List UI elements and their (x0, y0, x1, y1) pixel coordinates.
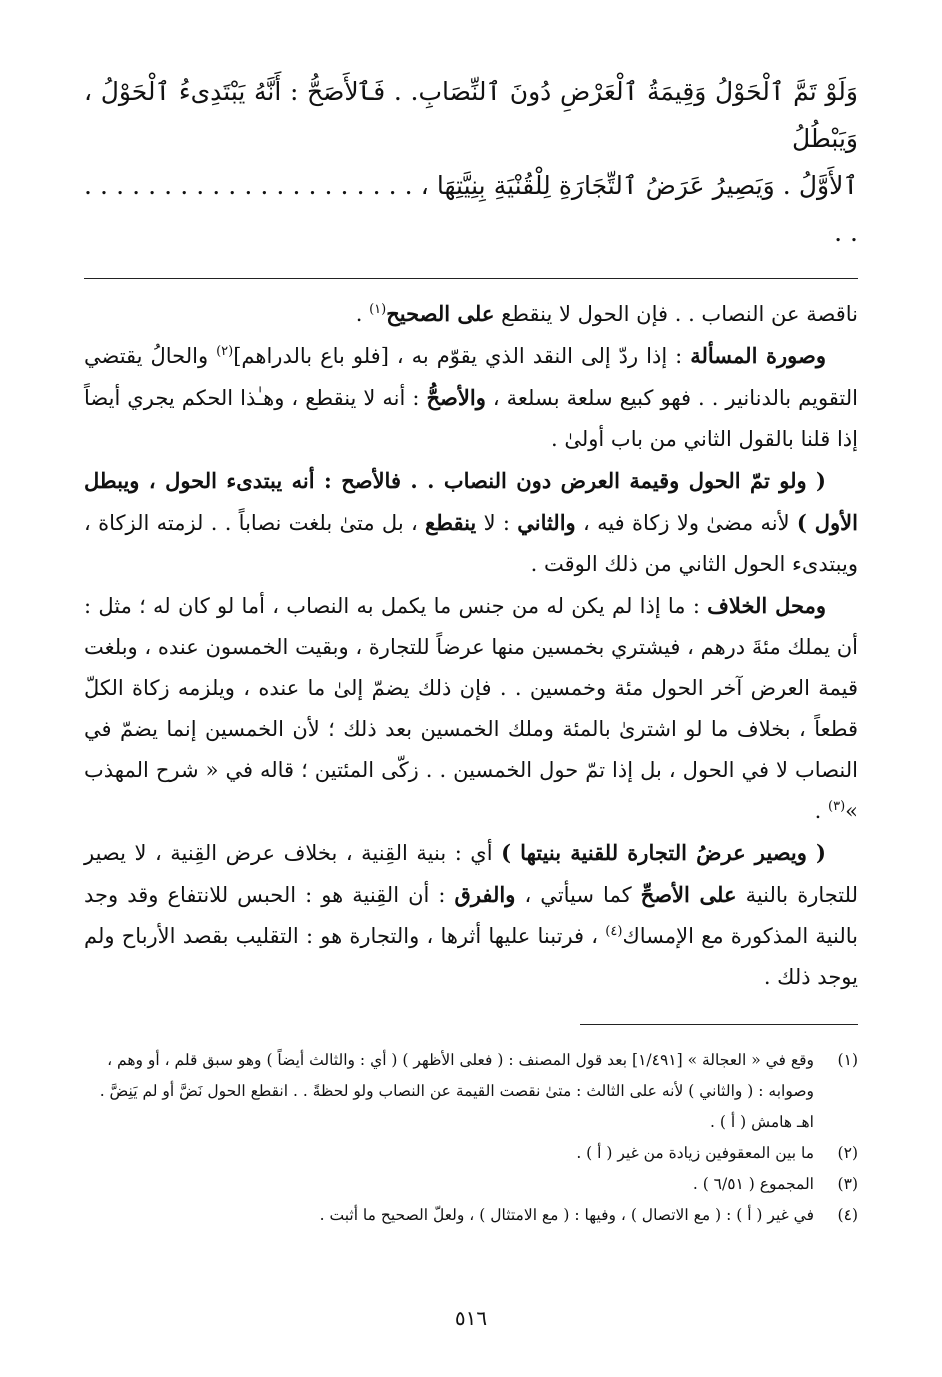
footnote-ref-2[interactable]: (٢) (216, 344, 234, 359)
text-run: : إذا ردّ إلى النقد الذي يقوّم به ، [فلو باع بالدراهم] (233, 344, 691, 368)
footnote-ref-1[interactable]: (١) (369, 302, 387, 317)
matn-separator-rule (84, 278, 858, 279)
footnote-text: في غير ( أ ) : ( مع الاتصال ) ، وفيها : ( مع الامتثال ) ، ولعلّ الصحيح ما أثبت . (319, 1206, 814, 1224)
footnote-1 (84, 1045, 858, 1138)
matn-line-2-text: ٱلأَوَّلُ . وَيَصِيرُ عَرَضُ ٱلتِّجَارَةِ لِلْقُنْيَةِ بِنِيَّتِهَا ، (420, 171, 858, 200)
text-run: : أن القِنية هو : الحبس للانتفاع وقد وجد بالنية المذكورة مع الإمساك (84, 883, 858, 948)
sharh-paragraph-4 (84, 585, 858, 832)
bold-run: والفرق (454, 882, 516, 907)
sharh-paragraph-1 (84, 293, 858, 335)
text-run: : أنه لا ينقطع ، وهـٰذا الحكم يجري أيضاً إذا قلنا بالقول الثاني من باب أولىٰ . (84, 386, 858, 451)
footnote-2 (84, 1138, 858, 1169)
bold-run: وصورة المسألة (690, 343, 826, 368)
page-number: ٥١٦ (454, 1306, 488, 1330)
quoted-matn-run: ( ويصير عرضُ التجارة للقنية بنيتها ) (501, 840, 826, 865)
bold-run: والثاني (517, 510, 576, 535)
matn-text (84, 68, 858, 256)
footnote-number: (٤) (837, 1206, 858, 1224)
footnote-text: المجموع ( ٦/٥١ ) . (692, 1175, 814, 1193)
text-run: لأنه مضىٰ ولا زكاة فيه ، (575, 511, 797, 535)
footnote-separator-rule (580, 1024, 858, 1025)
text-run: . (355, 302, 370, 326)
text-run: ناقصة عن النصاب . . فإن الحول لا ينقطع (494, 302, 858, 326)
footnotes (84, 1045, 858, 1231)
matn-dots: . . . . . . . . . . . . . . . . . . . . . . . (84, 171, 858, 247)
footnote-ref-4[interactable]: (٤) (605, 924, 623, 939)
bold-run: على الصحيح (386, 301, 495, 326)
footnote-4 (84, 1200, 858, 1231)
text-run: والحالُ يقتضي التقويم بالدنانير . . فهو كبيع سلعة بسلعة ، (84, 344, 858, 410)
sharh-paragraph-2 (84, 335, 858, 460)
bold-run: ينقطع (425, 510, 477, 535)
sharh-paragraph-3 (84, 460, 858, 585)
footnote-text: وقع في « العجالة » [١/٤٩١] بعد قول المصنف : ( فعلى الأظهر ) ( أي : والثالث أيضاً ) وهو سبق قلم ، أو وهم ، وصوابه : ( والثاني ) لأنه على الثالث : متىٰ نقصت القيمة عن النصاب ولو لحظةً . . انقطع الحول نَضَّ أو لم يَنِضَّ . اهـ هامش ( أ ) . (99, 1051, 814, 1131)
text-run: ، فرتبنا عليها أثرها ، والتجارة هو : التقليب بقصد الأرباح ولم يوجد ذلك . (84, 924, 858, 989)
bold-run: على الأصحِّ (640, 882, 737, 907)
text-run: : ما إذا لم يكن له من جنس ما يكمل به النصاب ، أما لو كان له ؛ مثل : أن يملك مئةَ درهم ، فيشتري بخمسين منها عرضاً للتجارة ، وبقيت الخمسون عنده ، وبلغت قيمة العرض آخر الحول مئة وخمسين . . فإن ذلك يضمّ إلىٰ ما عنده ، ويلزمه زكاة الكلّ قطعاً ، بخلاف ما لو اشترىٰ بالمئة وملك الخمسين بعد ذلك ؛ لأن الخمسين إنما يضمّ في النصاب لا في الحول ، بل إذا تمّ حول الخمسين . . زكّى المئتين ؛ قاله في « شرح المهذب » (84, 594, 858, 823)
footnote-ref-3[interactable]: (٣) (828, 799, 846, 814)
footnote-number: (٢) (837, 1144, 858, 1162)
footnote-number: (٣) (837, 1175, 858, 1193)
text-run: أي : بنية القِنية ، بخلاف عرض القِنية ، لا يصير للتجارة بالنية (84, 841, 858, 907)
bold-run: ومحل الخلاف (707, 593, 826, 618)
text-run: . (814, 799, 828, 823)
sharh-paragraph-5 (84, 832, 858, 998)
quoted-matn-run: ( ولو تمّ الحول وقيمة العرض دون النصاب . . فالأصح : أنه يبتدىء الحول ، ويبطل الأول ) (84, 468, 858, 535)
sharh-text (84, 293, 858, 998)
footnote-number: (١) (837, 1051, 858, 1069)
bold-run: والأصحُّ (426, 385, 486, 410)
footnote-text: ما بين المعقوفين زيادة من غير ( أ ) . (576, 1144, 814, 1162)
matn-line-2 (84, 162, 858, 256)
footnote-3 (84, 1169, 858, 1200)
matn-line-1: وَلَوْ تَمَّ ٱلْحَوْلُ وَقِيمَةُ ٱلْعَرْضِ دُونَ ٱلنِّصَابِ. . فَٱلأَصَحُّ : أَنَّهُ يَبْتَدِىءُ ٱلْحَوْلُ ، وَيَبْطُلُ (84, 77, 858, 153)
text-run: كما سيأتي ، (515, 883, 641, 907)
text-run: ، بل متىٰ بلغت نصاباً . . لزمته الزكاة ، ويبتدىء الحول الثاني من ذلك الوقت . (84, 511, 858, 576)
text-run: : لا (476, 511, 518, 535)
